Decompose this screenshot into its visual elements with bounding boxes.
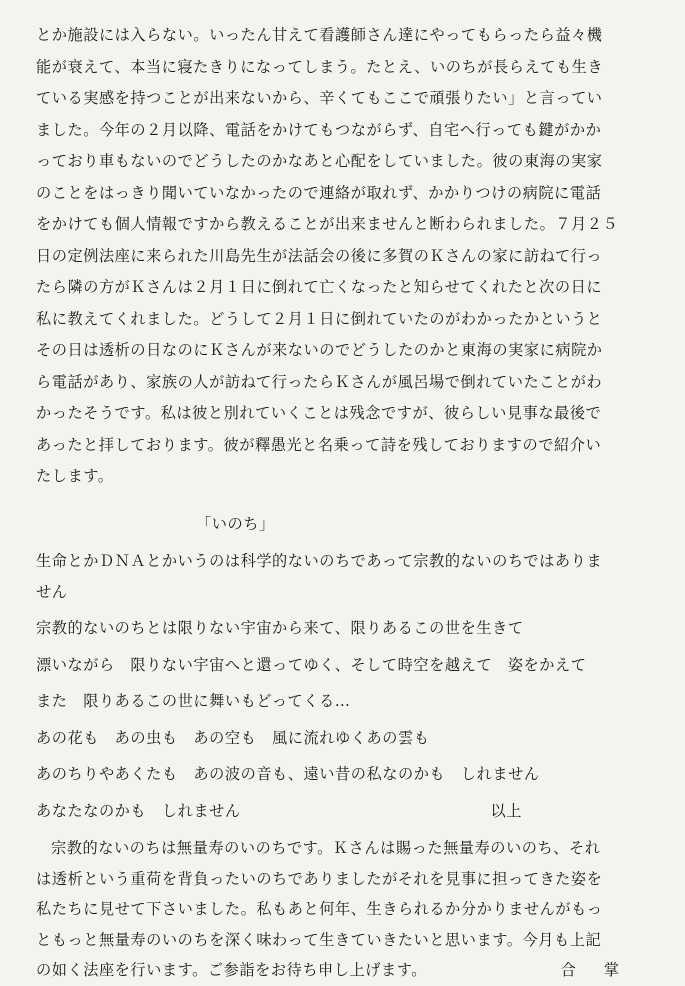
ending-mark: 以上 bbox=[490, 801, 522, 820]
poem-line: 生命とかＤＮＡとかいうのは科学的ないのちであって宗教的ないのちではありま bbox=[36, 552, 603, 570]
text-line: っており車もないのでどうしたのかなあと心配をしていました。彼の東海の実家 bbox=[36, 152, 603, 170]
poem-line: あなたなのかも しれません bbox=[36, 801, 241, 820]
text-line: ら電話があり、家族の人が訪ねて行ったらＫさんが風呂場で倒れていたことがわ bbox=[36, 372, 603, 391]
text-line: ました。今年の２月以降、電話をかけてもつながらず、自宅へ行っても鍵がかか bbox=[36, 120, 602, 139]
text-line: ている実感を持つことが出来ないから、辛くてもここで頑張りたい」と言ってい bbox=[36, 89, 603, 107]
text-line: とか施設には入らない。いったん甘えて看護師さん達にやってもらったら益々機 bbox=[36, 26, 603, 44]
text-line: かったそうです。私は彼と別れていくことは残念ですが、彼らしい見事な最後で bbox=[36, 404, 602, 422]
poem-line: あのちりやあくたも あの波の音も、遠い昔の私なのかも しれません bbox=[36, 765, 540, 783]
poem-last-line bbox=[36, 797, 647, 825]
text-line: たします。 bbox=[36, 467, 114, 485]
text-line: ともっと無量寿のいのちを深く味わって生きていきたいと思います。今月も上記 bbox=[36, 930, 602, 949]
closing-paragraph bbox=[36, 833, 647, 986]
text-line: は透析という重荷を背負ったいのちでありましたがそれを見事に担ってきた姿を bbox=[36, 869, 603, 888]
text-line: をかけても個人情報ですから教えることが出来ませんと断わられました。７月２５ bbox=[36, 215, 619, 233]
signoff: 合掌 bbox=[560, 961, 647, 979]
text-line: その日は透析の日なのにＫさんが来ないのでどうしたのかと東海の実家に病院か bbox=[36, 341, 603, 359]
closing-last-line bbox=[36, 955, 647, 986]
poem bbox=[36, 509, 647, 825]
poem-line: また 限りあるこの世に舞いもどってくる… bbox=[36, 692, 351, 710]
text-line: 私たちに見せて下さいました。私もあと何年、生きられるか分かりませんがもっ bbox=[36, 900, 603, 918]
text-line: 私に教えてくれました。どうして２月１日に倒れていたのがわかったかというと bbox=[36, 309, 603, 328]
poem-line: あの花も あの虫も あの空も 風に流れゆくあの雲も bbox=[36, 728, 430, 747]
text-line: のことをはっきり聞いていなかったので連絡が取れず、かかりつけの病院に電話 bbox=[36, 183, 602, 202]
poem-line: 宗教的ないのちとは限りない宇宙から来て、限りあるこの世を生きて bbox=[36, 619, 524, 637]
text-line: たら隣の方がＫさんは２月１日に倒れて亡くなったと知らせてくれたと次の日に bbox=[36, 278, 603, 296]
poem-line: 漂いながら 限りない宇宙へと還ってゆく、そして時空を越えて 姿をかえて bbox=[36, 655, 587, 674]
text-line: あったと拝しております。彼が釋愚光と名乗って詩を残しておりますので紹介い bbox=[36, 435, 602, 454]
text-line: の如く法座を行います。ご参詣をお待ち申し上げます。 bbox=[36, 961, 428, 979]
paragraph-1 bbox=[36, 20, 647, 493]
text-line: 日の定例法座に来られた川島先生が法話会の後に多賀のＫさんの家に訪ねて行っ bbox=[36, 246, 603, 265]
poem-line: せん bbox=[36, 582, 68, 601]
text-line: 宗教的ないのちは無量寿のいのちです。Ｋさんは賜った無量寿のいのち、それ bbox=[51, 839, 601, 857]
poem-title: 「いのち」 bbox=[196, 514, 275, 533]
text-line: 能が衰えて、本当に寝たきりになってしまう。たとえ、いのちが長らえても生き bbox=[36, 57, 604, 76]
